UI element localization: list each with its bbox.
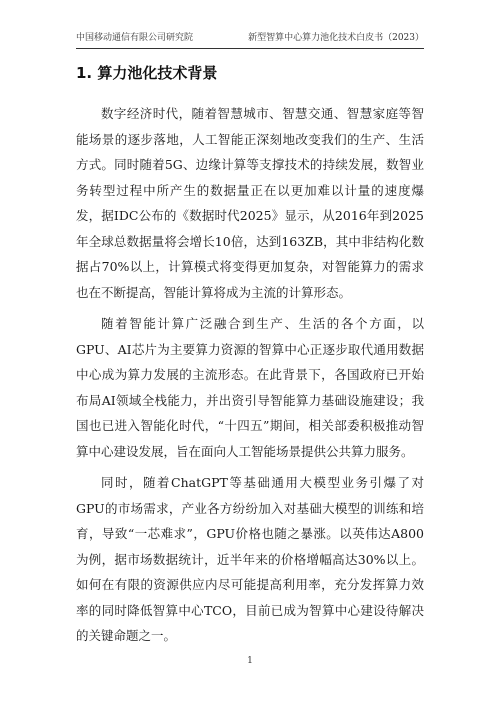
section-heading: 1. 算力池化技术背景 — [76, 64, 218, 82]
header-document-title: 新型智算中心算力池化技术白皮书（2023） — [248, 33, 424, 43]
paragraph: 同时，随着ChatGPT等基础通用大模型业务引爆了对GPU的市场需求，产业各方纷纷加入对基础大模型的训练和培育，导致“一芯难求”，GPU价格也随之暴涨。以英伟达A800为例，据市场数据统计，近半年来的价格增幅高达30%以上。如何在有限的资源供应内尽可能提高利用率，充分发挥算力效率的同时降低智算中心TCO，目前已成为智算中心建设待解决的关键命题之一。 — [76, 475, 424, 643]
body-text — [76, 101, 424, 655]
paragraph: 随着智能计算广泛融合到生产、生活的各个方面，以GPU、AI芯片为主要算力资源的智算中心正逐步取代通用数据中心成为算力发展的主流形态。在此背景下，各国政府已开始布局AI领域全栈能力，并出资引导智能算力基础设施建设；我国也已进入智能化时代，“十四五”期间，相关部委积极推动智算中心建设发展，旨在面向人工智能场景提供公共算力服务。 — [76, 316, 424, 459]
page-header — [76, 31, 424, 49]
paragraph: 数字经济时代，随着智慧城市、智慧交通、智慧家庭等智能场景的逐步落地，人工智能正深刻地改变我们的生产、生活方式。同时随着5G、边缘计算等支撑技术的持续发展，数智业务转型过程中所产生的数据量正在以更加难以计量的速度爆发，据IDC公布的《数据时代2025》显示，从2016年到2025年全球总数据量将会增长10倍，达到163ZB，其中非结构化数据占70%以上，计算模式将变得更加复杂，对智能算力的需求也在不断提高，智能计算将成为主流的计算形态。 — [76, 106, 424, 300]
page-number: 1 — [247, 656, 253, 666]
header-organization: 中国移动通信有限公司研究院 — [76, 33, 194, 43]
